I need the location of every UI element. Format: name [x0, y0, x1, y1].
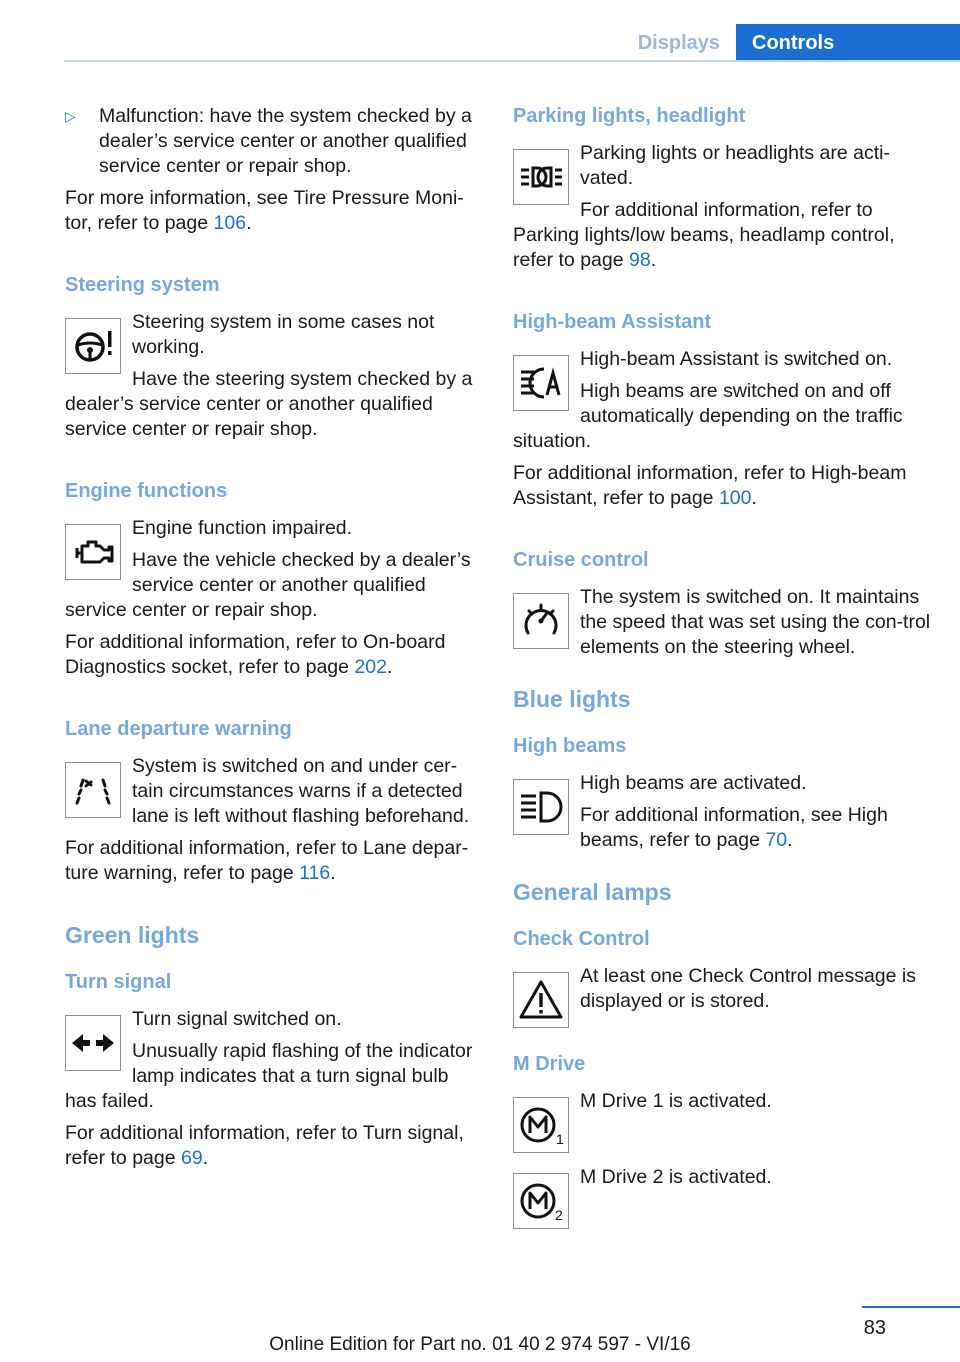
parking-section	[513, 141, 933, 280]
hba-section	[513, 347, 933, 461]
lane-departure-icon	[65, 762, 121, 818]
general-lamps-heading: General lamps	[513, 879, 672, 905]
right-column	[513, 104, 933, 1233]
hba-reference: For additional information, refer to High-beam Assistant, refer to page 100.	[513, 462, 907, 509]
highbeams-reference: For additional information, see High beams, refer to page 70.	[580, 804, 888, 851]
cruise-heading: Cruise control	[513, 549, 649, 571]
page-link-69[interactable]: 69	[181, 1147, 203, 1169]
page-link-116[interactable]: 116	[299, 862, 331, 884]
page-link-100[interactable]: 100	[718, 487, 752, 509]
blue-lights-heading: Blue lights	[513, 686, 631, 712]
check-control-heading: Check Control	[513, 928, 650, 950]
steering-warning-icon	[65, 318, 121, 374]
engine-section	[65, 516, 483, 630]
header-divider	[64, 60, 960, 62]
mdrive2-text: M Drive 2 is activated.	[580, 1166, 772, 1188]
footer-divider	[862, 1306, 960, 1308]
left-column	[65, 104, 483, 1178]
parking-lights-icon	[513, 149, 569, 205]
green-lights-heading: Green lights	[65, 922, 200, 948]
m-drive-2-digit: 2	[555, 1207, 563, 1223]
steering-text-1: Steering system in some cases not working.	[132, 311, 435, 358]
turn-section	[65, 1007, 483, 1121]
highbeams-section	[513, 771, 933, 860]
footer-edition: Online Edition for Part no. 01 40 2 974 597 - VI/16	[269, 1334, 691, 1355]
m-drive-2-icon	[513, 1173, 569, 1229]
steering-heading: Steering system	[65, 274, 220, 296]
hba-text-1: High-beam Assistant is switched on.	[580, 348, 893, 370]
check-control-text-1: At least one Check Control message is displayed or is stored.	[580, 965, 916, 1012]
tab-controls[interactable]: Controls	[736, 24, 960, 62]
highbeams-text-1: High beams are activated.	[580, 772, 807, 794]
triangle-bullet-icon: ▷	[65, 108, 76, 124]
cruise-text-1: The system is switched on. It maintains the speed that was set using the con-trol elements on the steering wheel.	[580, 586, 931, 658]
hba-heading: High-beam Assistant	[513, 311, 712, 333]
engine-icon	[65, 524, 121, 580]
engine-text-2: Have the vehicle checked by a dealer’s service center or another qualified service center or repair shop.	[65, 549, 471, 621]
mdrive1-text: M Drive 1 is activated.	[580, 1090, 772, 1112]
mdrive2-section	[513, 1165, 933, 1233]
page-header	[0, 24, 960, 62]
turn-text-2: Unusually rapid flashing of the indicator lamp indicates that a turn signal bulb has failed.	[65, 1040, 473, 1112]
page-number: 83	[863, 1317, 886, 1339]
turn-heading: Turn signal	[65, 971, 172, 993]
engine-text-1: Engine function impaired.	[132, 517, 353, 539]
turn-text-1: Turn signal switched on.	[132, 1008, 342, 1030]
lane-section	[65, 754, 483, 836]
highbeams-heading: High beams	[513, 735, 627, 757]
warning-triangle-icon	[513, 972, 569, 1028]
engine-heading: Engine functions	[65, 480, 228, 502]
tpm-reference: For more information, see Tire Pressure Moni-tor, refer to page 106.	[65, 187, 464, 234]
high-beam-assistant-icon	[513, 355, 569, 411]
hba-text-2: High beams are switched on and off automatically depending on the traffic situation.	[513, 380, 903, 452]
mdrive1-section	[513, 1089, 933, 1157]
page-link-70[interactable]: 70	[765, 829, 788, 851]
lane-text-1: System is switched on and under cer-tain circumstances warns if a detected lane is left without flashing beforehand.	[132, 755, 470, 827]
lane-heading: Lane departure warning	[65, 718, 292, 740]
turn-signal-icon	[65, 1015, 121, 1071]
cruise-section	[513, 585, 933, 667]
high-beams-icon	[513, 779, 569, 835]
malfunction-bullet: ▷ Malfunction: have the system checked by a dealer’s service center or another qualified service center or repair shop.	[65, 105, 472, 177]
m-drive-1-icon	[513, 1097, 569, 1153]
tab-displays[interactable]: Displays	[637, 32, 720, 54]
mdrive-heading: M Drive	[513, 1053, 586, 1075]
steering-section	[65, 310, 483, 449]
cruise-control-icon	[513, 593, 569, 649]
parking-reference: For additional information, refer to Parking lights/low beams, headlamp control, refer to page 98.	[513, 199, 895, 271]
turn-reference: For additional information, refer to Turn signal, refer to page 69.	[65, 1122, 464, 1169]
parking-heading: Parking lights, headlight	[513, 105, 746, 127]
parking-text-1: Parking lights or headlights are acti-vated.	[580, 142, 890, 189]
engine-reference: For additional information, refer to On-board Diagnostics socket, refer to page 202.	[65, 631, 446, 678]
lane-reference: For additional information, refer to Lane depar-ture warning, refer to page 116.	[65, 837, 469, 884]
page-link-98[interactable]: 98	[629, 249, 651, 271]
m-drive-1-digit: 1	[556, 1131, 564, 1147]
steering-text-2: Have the steering system checked by a dealer’s service center or another qualified service center or repair shop.	[65, 368, 473, 440]
page-link-202[interactable]: 202	[354, 656, 387, 678]
page-link-106[interactable]: 106	[213, 212, 247, 234]
check-control-section	[513, 964, 933, 1032]
